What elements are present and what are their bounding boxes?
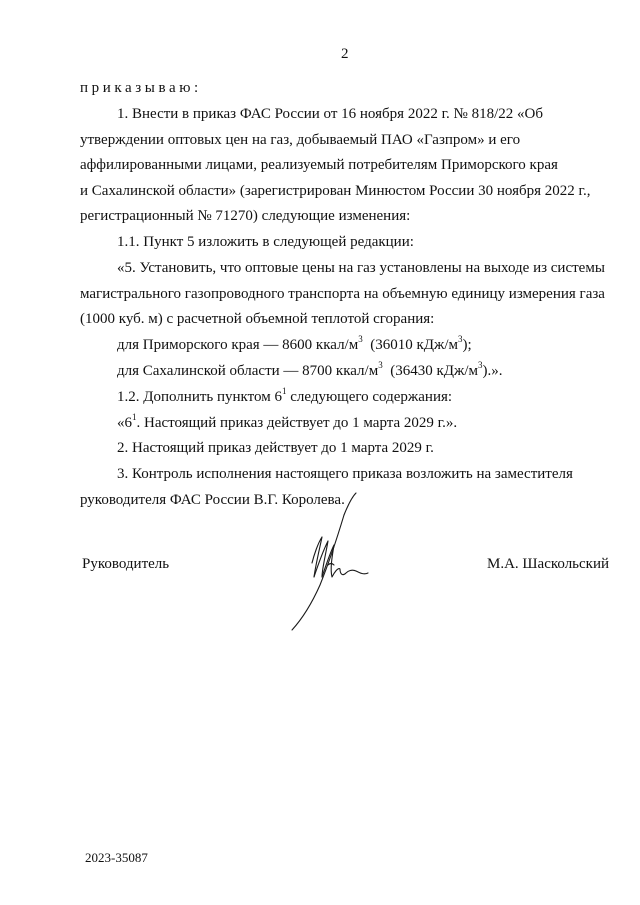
item1-2-text: 1.2. Дополнить пунктом 6 bbox=[117, 389, 282, 405]
item5-line1: «5. Установить, что оптовые цены на газ установлены на выходе из системы bbox=[117, 260, 605, 276]
item2: 2. Настоящий приказ действует до 1 марта 2029 г. bbox=[117, 440, 434, 456]
item1-line2: утверждении оптовых цен на газ, добываемый ПАО «Газпром» и его bbox=[80, 132, 521, 148]
item5-line3: (1000 куб. м) с расчетной объемной теплотой сгорания: bbox=[80, 311, 435, 327]
item1-2 bbox=[117, 387, 452, 407]
handwritten-signature bbox=[282, 485, 382, 635]
item1-2-tail: следующего содержания: bbox=[286, 389, 453, 405]
item1-line3: аффилированными лицами, реализуемый потребителям Приморского края bbox=[80, 157, 558, 173]
item1-line4: и Сахалинской области» (зарегистрирован Минюстом России 30 ноября 2022 г., bbox=[80, 183, 591, 199]
item6-1-text: «6 bbox=[117, 415, 132, 431]
page-number: 2 bbox=[341, 46, 349, 62]
item6-1 bbox=[117, 413, 457, 433]
primorsky-text: для Приморского края — 8600 ккал/м bbox=[117, 337, 359, 353]
sakhalin-tail2: ).». bbox=[482, 363, 503, 379]
sakhalin-sup: 3 bbox=[378, 360, 383, 370]
sakhalin-sup2: 3 bbox=[478, 360, 483, 370]
item1-1: 1.1. Пункт 5 изложить в следующей редакции: bbox=[117, 234, 414, 250]
document-number: 2023-35087 bbox=[85, 850, 148, 865]
item6-1-tail: . Настоящий приказ действует до 1 марта 2029 г.». bbox=[136, 415, 458, 431]
item1-2-sup: 1 bbox=[281, 386, 287, 396]
primorsky-tail1: (36010 кДж/м bbox=[370, 337, 459, 353]
sakhalin-line bbox=[117, 361, 503, 381]
primorsky-tail2: ); bbox=[462, 337, 472, 353]
item1-line5: регистрационный № 71270) следующие изменения: bbox=[80, 208, 411, 224]
item5-line2: магистрального газопроводного транспорта на объемную единицу измерения газа bbox=[80, 286, 605, 302]
order-intro: приказываю: bbox=[80, 80, 202, 96]
item3-line1: 3. Контроль исполнения настоящего приказа возложить на заместителя bbox=[117, 466, 573, 482]
primorsky-sup2: 3 bbox=[458, 334, 463, 344]
signatory-title: Руководитель bbox=[82, 556, 170, 572]
signatory-name: М.А. Шаскольский bbox=[487, 556, 610, 572]
item1-line1: 1. Внести в приказ ФАС России от 16 ноября 2022 г. № 818/22 «Об bbox=[117, 106, 543, 122]
primorsky-sup: 3 bbox=[358, 334, 363, 344]
primorsky-line bbox=[117, 335, 472, 355]
item3-line2: руководителя ФАС России В.Г. Королева. bbox=[80, 492, 345, 508]
sakhalin-tail1: (36430 кДж/м bbox=[390, 363, 478, 379]
sakhalin-text: для Сахалинской области — 8700 ккал/м bbox=[117, 363, 379, 379]
item6-1-sup: 1 bbox=[132, 412, 137, 422]
